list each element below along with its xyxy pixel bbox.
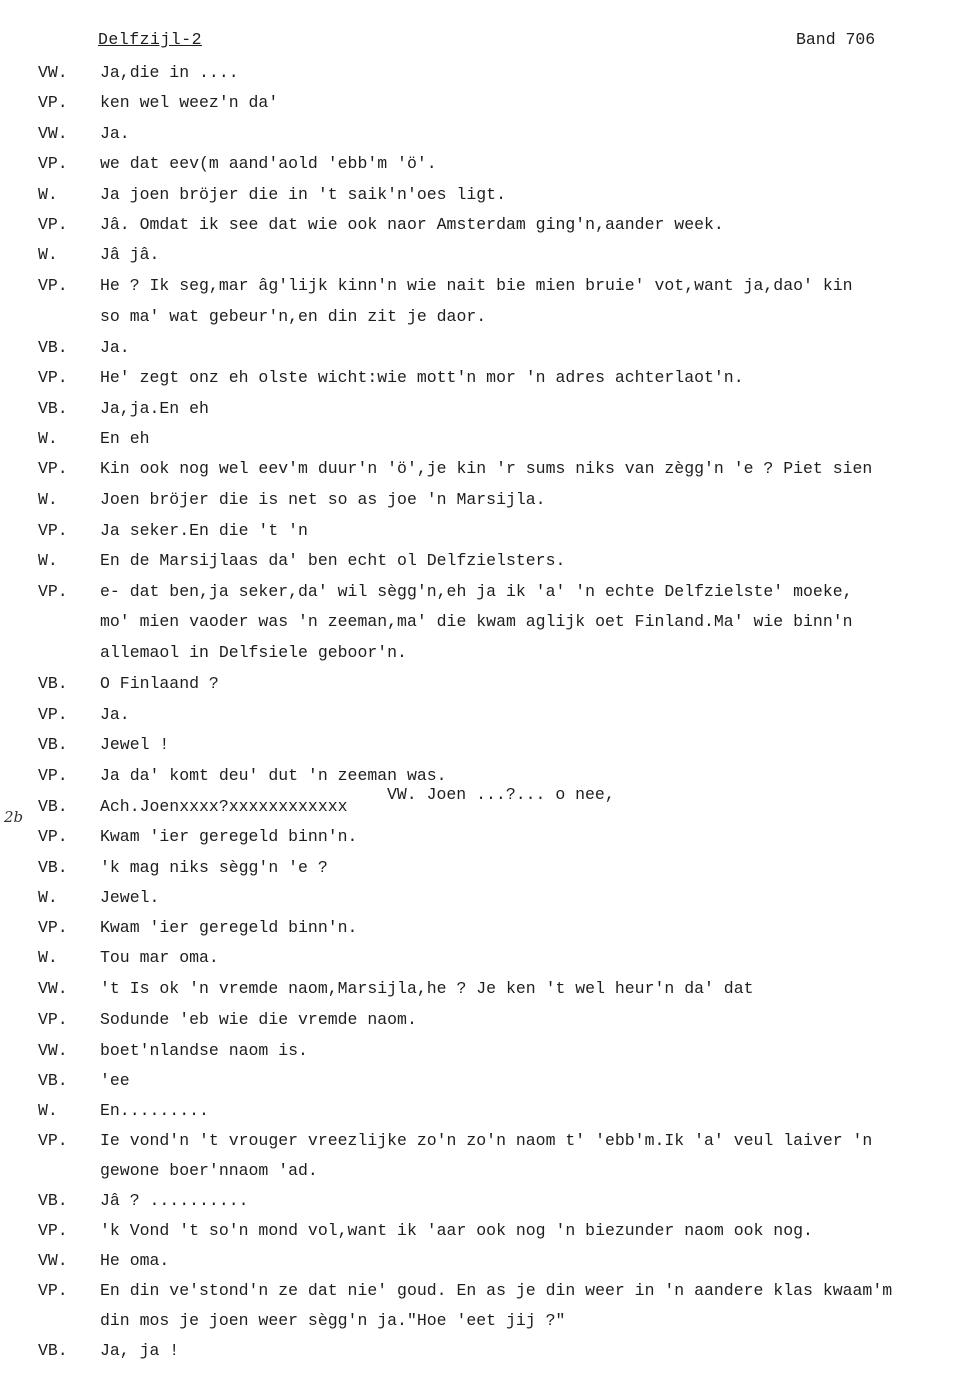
utterance-text: Ja. xyxy=(100,124,130,143)
transcript-line xyxy=(0,948,973,970)
utterance-text: Ja joen bröjer die in 't saik'n'oes ligt. xyxy=(100,185,506,204)
speaker-label: VP. xyxy=(38,582,68,601)
speaker-label: VB. xyxy=(38,674,68,693)
speaker-label: W. xyxy=(38,185,58,204)
utterance-text: En......... xyxy=(100,1101,209,1120)
transcript-line xyxy=(0,797,973,819)
speaker-label: VB. xyxy=(38,735,68,754)
utterance-text: Jâ ? .......... xyxy=(100,1191,249,1210)
utterance-text: He oma. xyxy=(100,1251,170,1270)
transcript-line xyxy=(0,490,973,512)
utterance-text: e- dat ben,ja seker,da' wil sègg'n,eh ja ik 'a' 'n echte Delfzielste' moeke, xyxy=(100,582,853,601)
utterance-text: Jewel. xyxy=(100,888,160,907)
document-title: Delfzijl-2 xyxy=(98,30,203,49)
utterance-text: Ach.Joenxxxx?xxxxxxxxxxxx xyxy=(100,797,348,816)
utterance-text: Kin ook nog wel eev'm duur'n 'ö',je kin 'r sums niks van zègg'n 'e ? Piet sien xyxy=(100,459,873,478)
utterance-text: 't Is ok 'n vremde naom,Marsijla,he ? Je ken 't wel heur'n da' dat xyxy=(100,979,754,998)
transcript-line xyxy=(0,521,973,543)
speaker-label: W. xyxy=(38,245,58,264)
utterance-text: Ja,die in .... xyxy=(100,63,239,82)
transcript-line xyxy=(0,245,973,267)
speaker-label: W. xyxy=(38,490,58,509)
transcript-line xyxy=(0,1221,973,1243)
transcript-line xyxy=(0,888,973,910)
transcript-line xyxy=(0,1101,973,1123)
utterance-text: He' zegt onz eh olste wicht:wie mott'n mor 'n adres achterlaot'n. xyxy=(100,368,744,387)
speaker-label: VW. xyxy=(38,63,68,82)
speaker-label: VP. xyxy=(38,766,68,785)
utterance-text: 'k Vond 't so'n mond vol,want ik 'aar ook nog 'n biezunder naom ook nog. xyxy=(100,1221,813,1240)
speaker-label: VP. xyxy=(38,93,68,112)
utterance-text: din mos je joen weer sègg'n ja."Hoe 'eet jij ?" xyxy=(100,1311,566,1330)
margin-annotation: 2b xyxy=(4,808,24,826)
transcript-line xyxy=(0,827,973,849)
transcript-line xyxy=(0,1131,973,1153)
transcript-line xyxy=(0,124,973,146)
utterance-text: Joen bröjer die is net so as joe 'n Marsijla. xyxy=(100,490,546,509)
utterance-text: He ? Ik seg,mar âg'lijk kinn'n wie nait bie mien bruie' vot,want ja,dao' kin xyxy=(100,276,853,295)
utterance-text: 'k mag niks sègg'n 'e ? xyxy=(100,858,328,877)
transcript-line xyxy=(0,551,973,573)
inserted-remark: VW. Joen ...?... o nee, xyxy=(387,785,615,804)
speaker-label: VB. xyxy=(38,1071,68,1090)
transcript-line xyxy=(0,93,973,115)
transcript-line xyxy=(0,1041,973,1063)
utterance-text: Ja. xyxy=(100,705,130,724)
speaker-label: VP. xyxy=(38,827,68,846)
speaker-label: VP. xyxy=(38,918,68,937)
speaker-label: VP. xyxy=(38,521,68,540)
utterance-text: Kwam 'ier geregeld binn'n. xyxy=(100,918,358,937)
transcript-line xyxy=(0,1341,973,1363)
utterance-text: Ja. xyxy=(100,338,130,357)
utterance-text: Ie vond'n 't vrouger vreezlijke zo'n zo'n naom t' 'ebb'm.Ik 'a' veul laiver 'n xyxy=(100,1131,873,1150)
transcript-line xyxy=(0,215,973,237)
transcript-line xyxy=(0,307,973,329)
transcript-line xyxy=(0,368,973,390)
utterance-text: Sodunde 'eb wie die vremde naom. xyxy=(100,1010,417,1029)
speaker-label: W. xyxy=(38,948,58,967)
transcript-line xyxy=(0,276,973,298)
speaker-label: VB. xyxy=(38,797,68,816)
speaker-label: W. xyxy=(38,551,58,570)
speaker-label: VB. xyxy=(38,338,68,357)
speaker-label: VW. xyxy=(38,1251,68,1270)
utterance-text: En eh xyxy=(100,429,150,448)
transcript-line xyxy=(0,582,973,604)
utterance-text: Ja seker.En die 't 'n xyxy=(100,521,308,540)
transcript-line xyxy=(0,612,973,634)
speaker-label: VP. xyxy=(38,1010,68,1029)
speaker-label: VP. xyxy=(38,154,68,173)
utterance-text: Ja,ja.En eh xyxy=(100,399,209,418)
utterance-text: En din ve'stond'n ze dat nie' goud. En as je din weer in 'n aandere klas kwaam'm xyxy=(100,1281,893,1300)
utterance-text: mo' mien vaoder was 'n zeeman,ma' die kwam aglijk oet Finland.Ma' wie binn'n xyxy=(100,612,853,631)
speaker-label: VW. xyxy=(38,124,68,143)
transcript-line xyxy=(0,1010,973,1032)
band-number: Band 706 xyxy=(796,30,876,49)
transcript-line xyxy=(0,735,973,757)
speaker-label: VP. xyxy=(38,705,68,724)
utterance-text: gewone boer'nnaom 'ad. xyxy=(100,1161,318,1180)
transcript-line xyxy=(0,1161,973,1183)
speaker-label: VP. xyxy=(38,1221,68,1240)
utterance-text: 'ee xyxy=(100,1071,130,1090)
utterance-text: allemaol in Delfsiele geboor'n. xyxy=(100,643,407,662)
transcript-line xyxy=(0,185,973,207)
transcript-line xyxy=(0,154,973,176)
speaker-label: VW. xyxy=(38,1041,68,1060)
utterance-text: En de Marsijlaas da' ben echt ol Delfzielsters. xyxy=(100,551,566,570)
speaker-label: VP. xyxy=(38,459,68,478)
speaker-label: VP. xyxy=(38,215,68,234)
transcript-line xyxy=(0,63,973,85)
speaker-label: VB. xyxy=(38,1341,68,1360)
speaker-label: VB. xyxy=(38,1191,68,1210)
speaker-label: VB. xyxy=(38,858,68,877)
utterance-text: boet'nlandse naom is. xyxy=(100,1041,308,1060)
transcript-line xyxy=(0,979,973,1001)
transcript-line xyxy=(0,918,973,940)
speaker-label: VW. xyxy=(38,979,68,998)
utterance-text: Tou mar oma. xyxy=(100,948,219,967)
transcript-line xyxy=(0,674,973,696)
transcript-line xyxy=(0,1191,973,1213)
transcript-line xyxy=(0,643,973,665)
transcript-line xyxy=(0,1251,973,1273)
utterance-text: Jewel ! xyxy=(100,735,170,754)
utterance-text: so ma' wat gebeur'n,en din zit je daor. xyxy=(100,307,487,326)
speaker-label: VP. xyxy=(38,1131,68,1150)
transcript-line xyxy=(0,858,973,880)
utterance-text: Jâ jâ. xyxy=(100,245,160,264)
utterance-text: Ja, ja ! xyxy=(100,1341,180,1360)
transcript-line xyxy=(0,766,973,788)
utterance-text: Ja da' komt deu' dut 'n zeeman was. xyxy=(100,766,447,785)
transcript-line xyxy=(0,705,973,727)
speaker-label: W. xyxy=(38,429,58,448)
utterance-text: we dat eev(m aand'aold 'ebb'm 'ö'. xyxy=(100,154,437,173)
transcript-line xyxy=(0,459,973,481)
speaker-label: VB. xyxy=(38,399,68,418)
utterance-text: ken wel weez'n da' xyxy=(100,93,279,112)
speaker-label: VP. xyxy=(38,276,68,295)
transcript-line xyxy=(0,1071,973,1093)
transcript-line xyxy=(0,1311,973,1333)
utterance-text: Kwam 'ier geregeld binn'n. xyxy=(100,827,358,846)
utterance-text: Jâ. Omdat ik see dat wie ook naor Amsterdam ging'n,aander week. xyxy=(100,215,724,234)
transcript-line xyxy=(0,399,973,421)
speaker-label: W. xyxy=(38,1101,58,1120)
speaker-label: W. xyxy=(38,888,58,907)
speaker-label: VP. xyxy=(38,1281,68,1300)
speaker-label: VP. xyxy=(38,368,68,387)
transcript-line xyxy=(0,429,973,451)
transcript-line xyxy=(0,338,973,360)
transcript-line xyxy=(0,1281,973,1303)
utterance-text: O Finlaand ? xyxy=(100,674,219,693)
